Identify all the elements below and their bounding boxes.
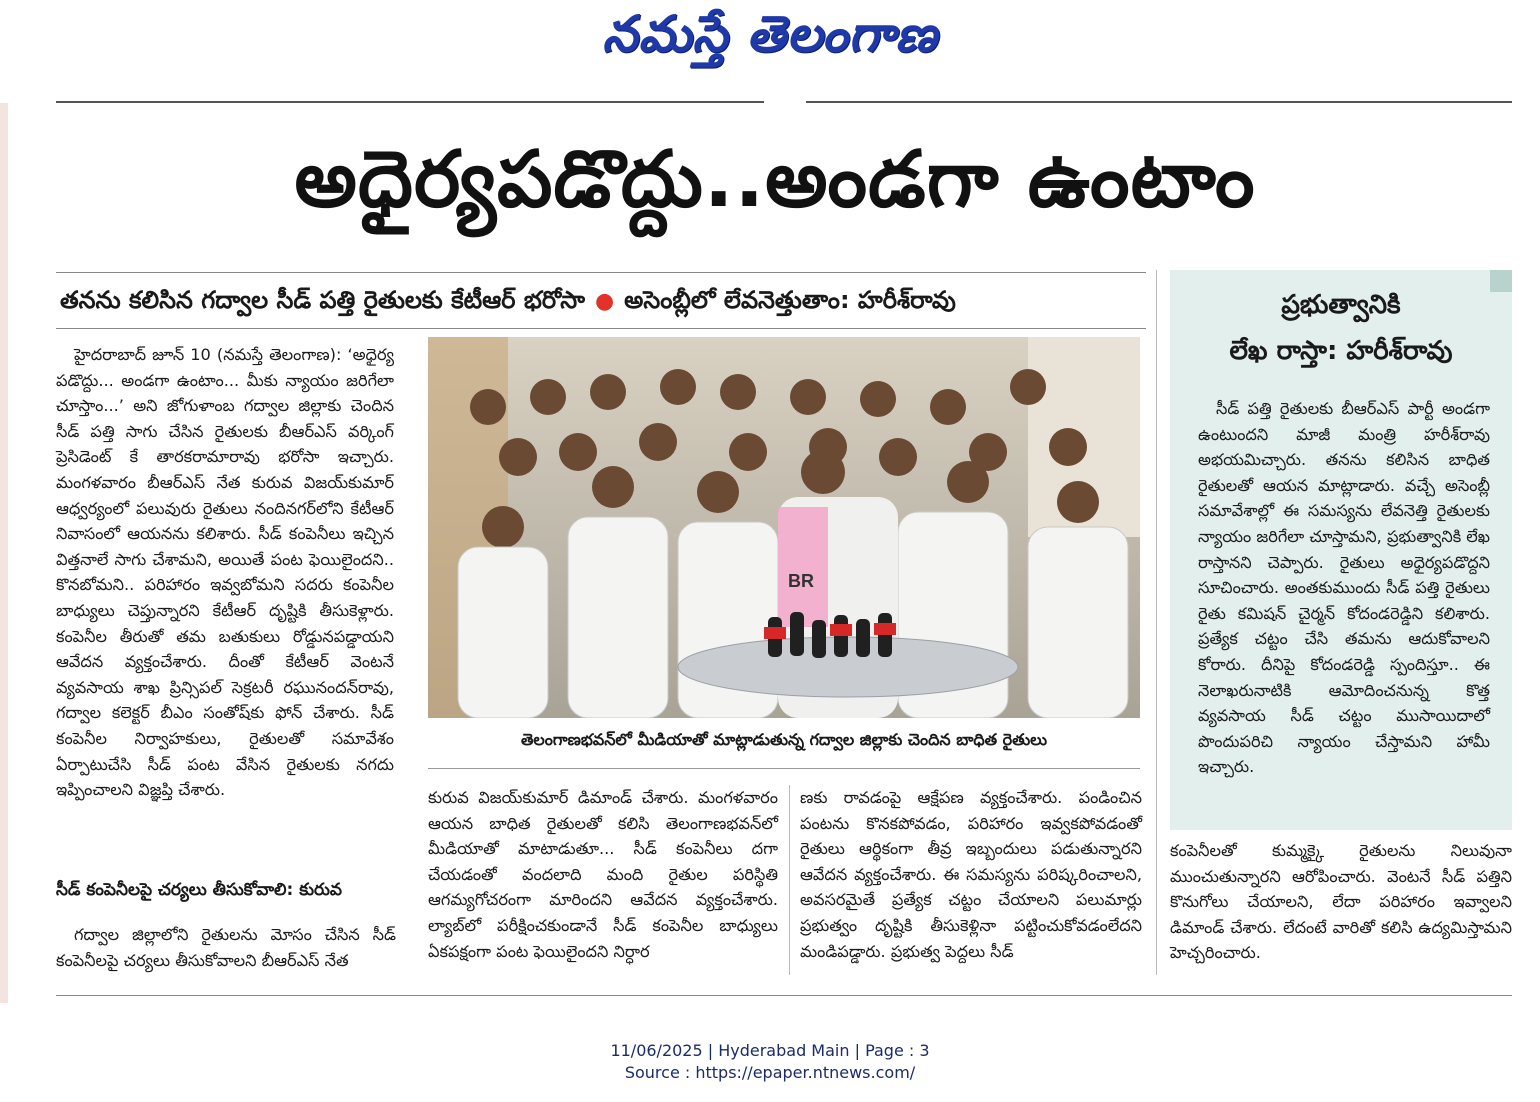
article-paragraph: హైదరాబాద్ జూన్ 10 (నమస్తే తెలంగాణ): ‘అధైర్య పడొద్దు... అండగా ఉంటాం... మీకు న్యాయం జరిగేలా చూస్తాం...’ అని జోగుళాంబ గద్వాల జిల్లాకు చెందిన సీడ్ పత్తి సాగు చేసిన రైతులకు బీఆర్‌ఎస్ వర్కింగ్ ప్రెసిడెంట్ కే తారకరామారావు భరోసా ఇచ్చారు. మంగళవారం బీఆర్‌ఎస్ నేత కురువ విజయ్‌కుమార్ ఆధ్వర్యంలో పలువురు రైతులు నందినగర్‌లోని కేటీఆర్ నివాసంలో ఆయనను కలిశారు. సీడ్ కంపెనీలు ఇచ్చిన విత్తనాలే సాగు చేశామని, అయితే పంట ఫెయిలైందని.. కొనబోమని.. పరిహారం ఇవ్వబోమని సదరు కంపెనీల బాధ్యులు చెప్తున్నారని కేటీఆర్ దృష్టికి తీసుకెళ్లారు. కంపెనీల తీరుతో తమ బతుకులు రోడ్డునపడ్డాయని ఆవేదన వ్యక్తంచేశారు. దీంతో కేటీఆర్ వెంటనే వ్యవసాయ శాఖ ప్రిన్సిపల్ సెక్రటరీ రఘునందన్‌రావు, గద్వాల కలెక్టర్ బీఎం సంతోష్‌కు ఫోన్ చేశారు. సీడ్ కంపెనీల నిర్వాహకులు, రైతులతో సమావేశం ఏర్పాటుచేసి సీడ్ పంట వేసిన రైతులకు నగదు ఇప్పించాలని విజ్ఞప్తి చేశారు. <box>56 345 394 800</box>
article-paragraph: గద్వాల జిల్లాలోని రైతులను మోసం చేసిన సీడ్ కంపెనీలపై చర్యలు తీసుకోవాలని బీఆర్‌ఎస్ నేత <box>56 925 396 970</box>
column-separator <box>1156 270 1157 975</box>
sidebar-title-line-1: ప్రభుత్వానికి <box>1281 290 1401 320</box>
bullet-dot: ● <box>594 289 615 314</box>
article-column-1-continued <box>56 922 396 973</box>
caption-rule <box>428 768 1140 769</box>
article-column-2 <box>428 785 778 964</box>
subhead-left: తనను కలిసిన గద్వాల సీడ్ పత్తి రైతులకు కేటీఆర్ భరోసా <box>60 286 585 314</box>
sub-headline <box>60 286 1150 320</box>
photo-banner-text: BR <box>788 571 814 591</box>
news-photo <box>428 337 1140 718</box>
subhead-top-rule <box>56 272 1146 273</box>
bottom-rule <box>56 995 1512 996</box>
sidebar-body <box>1198 396 1490 780</box>
sidebar-title <box>1170 282 1512 374</box>
sidebar-paragraph: సీడ్ పత్తి రైతులకు బీఆర్‌ఎస్ పార్టీ అండగా ఉంటుందని మాజీ మంత్రి హరీశ్‌రావు అభయమిచ్చారు. తనను కలిసిన బాధిత రైతులతో ఆయన మాట్లాడారు. వచ్చే అసెంబ్లీ సమావేశాల్లో ఈ సమస్యను లేవనెత్తి రైతులకు న్యాయం జరిగేలా చూస్తామని, ప్రభుత్వానికి లేఖ రాస్తానని చెప్పారు. రైతులు అధైర్యపడొద్దని సూచించారు. అంతకుముందు సీడ్ పత్తి రైతులు రైతు కమిషన్ చైర్మన్ కోదండరెడ్డిని కలిశారు. ప్రత్యేక చట్టం చేసి తమను ఆదుకోవాలని కోరారు. దీనిపై కోదండరెడ్డి స్పందిస్తూ.. ఈ నెలాఖరునాటికి ఆమోదించనున్న కొత్త వ్యవసాయ సీడ్ చట్టం ముసాయిదాలో పొందుపరిచి న్యాయం చేస్తామని హామీ ఇచ్చారు. <box>1198 399 1490 777</box>
page-edge-strip <box>0 103 8 1003</box>
top-rule-left <box>56 101 764 103</box>
footer-source: Source : https://epaper.ntnews.com/ <box>624 1063 916 1082</box>
photo-caption: తెలంగాణభవన్‌లో మీడియాతో మాట్లాడుతున్న గద్వాల జిల్లాకు చెందిన బాధిత రైతులు <box>520 730 1048 749</box>
article-column-3 <box>800 785 1142 964</box>
subhead-bottom-rule <box>56 328 1146 329</box>
main-headline: అధైర్యపడొద్దు..అండగా ఉంటాం <box>294 135 1256 225</box>
article-paragraph: ణకు రావడంపై ఆక్షేపణ వ్యక్తంచేశారు. పండించిన పంటను కొనకపోవడం, పరిహారం ఇవ్వకపోవడంతో రైతులు ఆర్థికంగా తీవ్ర ఇబ్బందులు పడుతున్నారని ఆవేదన వ్యక్తంచేశారు. ఈ సమస్యను పరిష్కరించాలని, అవసరమైతే ప్రత్యేక చట్టం చేయాలని పలుమార్లు ప్రభుత్వం దృష్టికి తీసుకెళ్లినా పట్టించుకోవడంలేదని మండిపడ్డారు. ప్రభుత్వ పెద్దలు సీడ్ <box>800 788 1142 961</box>
photo-illustration <box>428 337 1140 718</box>
article-column-4 <box>1170 838 1512 966</box>
newspaper-masthead: నమస్తే తెలంగాణ <box>602 4 938 63</box>
article-paragraph: కురువ విజయ్‌కుమార్ డిమాండ్ చేశారు. మంగళవారం ఆయన బాధిత రైతులతో కలిసి తెలంగాణభవన్‌లో మీడియాతో మాటాడుతూ... సీడ్ కంపెనీలు దగా చేయడంతో వందలాది మంది రైతుల పరిస్థితి ఆగమ్యగోచరంగా మారిందని ఆవేదన వ్యక్తంచేశారు. ల్యాబ్‌లో పరీక్షించకుండానే సీడ్ కంపెనీల బాధ్యులు ఏకపక్షంగా పంట ఫెయిలైందని నిర్ధార <box>428 788 778 961</box>
article-column-1 <box>56 342 394 803</box>
top-rule-right <box>806 101 1512 103</box>
column-separator <box>789 785 790 975</box>
footer-date-edition: 11/06/2025 | Hyderabad Main | Page : 3 <box>610 1041 930 1060</box>
sidebar-title-line-2: లేఖ రాస్తా: హరీశ్‌రావు <box>1229 336 1453 366</box>
article-subheading: సీడ్ కంపెనీలపై చర్యలు తీసుకోవాలి: కురువ <box>56 880 343 900</box>
subhead-right: అసెంబ్లీలో లేవనెత్తుతాం: హరీశ్‌రావు <box>624 286 956 314</box>
article-paragraph: కంపెనీలతో కుమ్మక్కై రైతులను నిలువునా ముంచుతున్నారని ఆరోపించారు. వెంటనే సీడ్ పత్తిని కొనుగోలు చేయాలని, లేదా పరిహారం ఇవ్వాలని డిమాండ్ చేశారు. లేదంటే వారితో కలిసి ఉద్యమిస్తామని హెచ్చరించారు. <box>1170 841 1512 963</box>
page-footer <box>0 1040 1540 1084</box>
